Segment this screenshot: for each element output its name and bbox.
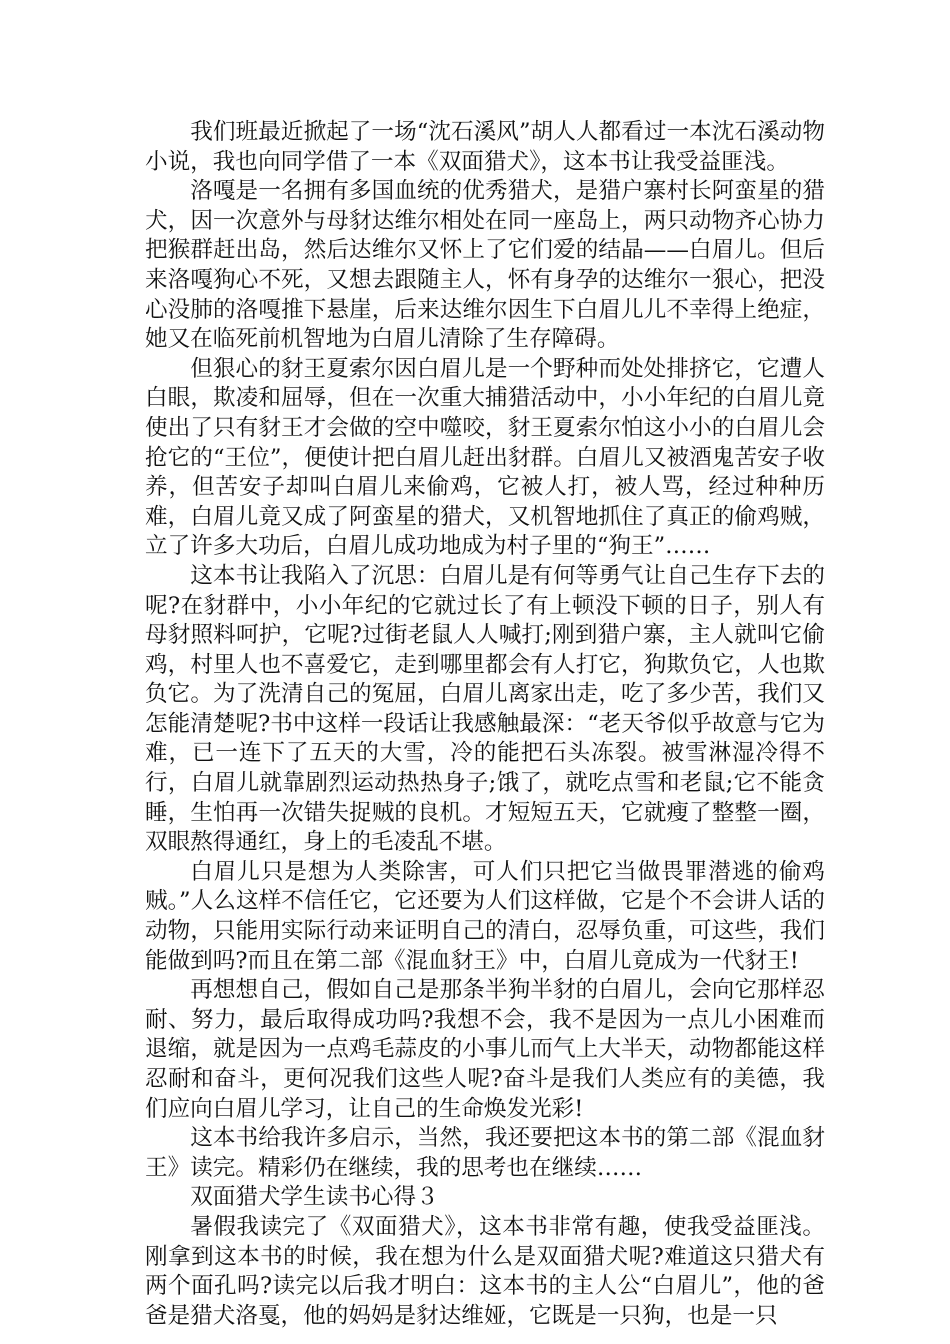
paragraph-reflection: 这本书让我陷入了沉思：白眉儿是有何等勇气让自己生存下去的呢?在豺群中，小小年纪的它就过长了有上顿没下顿的日子，别人有母豺照料呵护，它呢?过街老鼠人人喊打;刚到猎户寨，主人就叫它偷鸡，村里人也不喜爱它，走到哪里都会有人打它，狗欺负它，人也欺负它。为了洗清自己的冤屈，白眉儿离家出走，吃了多少苦，我们又怎能清楚呢?书中这样一段话让我感触最深：“老天爷似乎故意与它为难，已一连下了五天的大雪，冷的能把石头冻裂。被雪淋湿冷得不行，白眉儿就靠剧烈运动热热身子;饿了，就吃点雪和老鼠;它不能贪睡，生怕再一次错失捉贼的良机。才短短五天，它就瘦了整整一圈，双眼熬得通红，身上的毛凌乱不堪。 (145, 562, 825, 856)
paragraph-conclusion: 这本书给我许多启示，当然，我还要把这本书的第二部《混血豺王》读完。精彩仍在继续，我的思考也在继续…… (145, 1125, 825, 1181)
paragraph-plot-1: 洛嘎是一名拥有多国血统的优秀猎犬，是猎户寨村长阿蛮星的猎犬，因一次意外与母豺达维尔相处在同一座岛上，两只动物齐心协力把猴群赶出岛，然后达维尔又怀上了它们爱的结晶——白眉儿。但后来洛嘎狗心不死，又想去跟随主人，怀有身孕的达维尔一狠心，把没心没肺的洛嘎推下悬崖，后来达维尔因生下白眉儿儿不幸得上绝症，她又在临死前机智地为白眉儿清除了生存障碍。 (145, 178, 825, 353)
paragraph-reflection-2: 白眉儿只是想为人类除害，可人们只把它当做畏罪潜逃的偷鸡贼。”人么这样不信任它，它还要为人们这样做，它是个不会讲人话的动物，只能用实际行动来证明自己的清白，忍辱负重，可这些，我们能做到吗?而且在第二部《混血豺王》中，白眉儿竟成为一代豺王! (145, 858, 825, 974)
paragraph-next-essay: 暑假我读完了《双面猎犬》，这本书非常有趣，使我受益匪浅。刚拿到这本书的时候，我在想为什么是双面猎犬呢?难道这只猎犬有两个面孔吗?读完以后我才明白：这本书的主人公“白眉儿”，他的爸爸是猎犬洛戛，他的妈妈是豺达维娅，它既是一只狗，也是一只 (145, 1213, 825, 1329)
paragraph-self-reflection: 再想想自己，假如自己是那条半狗半豺的白眉儿，会向它那样忍耐、努力，最后取得成功吗?我想不会，我不是因为一点儿小困难而退缩，就是因为一点鸡毛蒜皮的小事儿而气上大半天，动物都能这样忍耐和奋斗，更何况我们这些人呢?奋斗是我们人类应有的美德，我们应向白眉儿学习，让自己的生命焕发光彩! (145, 977, 825, 1122)
section-heading: 双面猎犬学生读书心得３ (190, 1184, 439, 1211)
document-page (145, 118, 825, 1331)
paragraph-intro: 我们班最近掀起了一场“沈石溪风”胡人人都看过一本沈石溪动物小说，我也向同学借了一本《双面猎犬》，这本书让我受益匪浅。 (145, 119, 825, 175)
paragraph-plot-2: 但狠心的豺王夏索尔因白眉儿是一个野种而处处排挤它，它遭人白眼，欺凌和屈辱，但在一次重大捕猎活动中，小小年纪的白眉儿竟使出了只有豺王才会做的空中噬咬，豺王夏索尔怕这小小的白眉儿会抢它的“王位”，便使计把白眉儿赶出豺群。白眉儿又被酒鬼苦安子收养，但苦安子却叫白眉儿来偷鸡，它被人打，被人骂，经过种种历难，白眉儿竟又成了阿蛮星的猎犬，又机智地抓住了真正的偷鸡贼，立了许多大功后，白眉儿成功地成为村子里的“狗王”…… (145, 355, 825, 560)
